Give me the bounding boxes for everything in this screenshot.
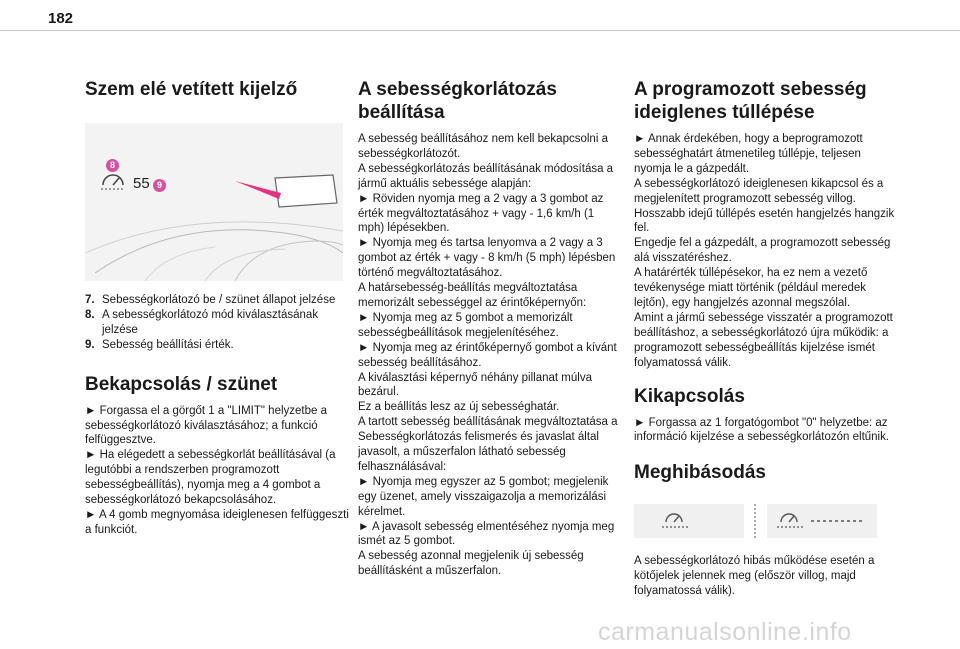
- paragraph-fault: A sebességkorlátozó hibás működése esetén a kötőjelek jelennek meg (először villog, majd folyamatossá válik).: [634, 555, 875, 598]
- speedometer-icon: [101, 175, 125, 189]
- fault-icons: [634, 504, 896, 538]
- section-title-hud: Szem elé vetített kijelző: [85, 79, 298, 100]
- text-line: A sebesség azonnal megjelenik új sebesség beállításként a műszerfalon.: [358, 550, 584, 578]
- speedometer-dashed-value-icon: [767, 504, 877, 538]
- text-line: Hosszabb idejű túllépés esetén hangjelzés hangzik fel.: [634, 207, 895, 235]
- section-title-speed-setting: A sebességkorlátozás beállítása: [358, 79, 557, 123]
- section-title-override: A programozott sebesség ideiglenes túllépése: [634, 79, 867, 123]
- page-number: 182: [48, 10, 74, 27]
- text-line: ► Nyomja meg az 5 gombot a memorizált sebességbeállítások megjelenítéséhez.: [358, 311, 573, 339]
- legend-item-8: 8. A sebességkorlátozó mód kiválasztásának jelzése: [85, 308, 319, 336]
- text-line: A határsebesség-beállítás megváltoztatása memorizált sebességgel az érintőképernyőn:: [358, 282, 587, 309]
- text-line: Engedje fel a gázpedált, a programozott sebesség alá visszatéréshez.: [634, 237, 891, 265]
- top-divider: [0, 30, 960, 31]
- column-hud: [85, 78, 350, 538]
- fault-icon-box-1: [634, 504, 744, 538]
- fault-icon-box-2: [767, 504, 877, 538]
- text-line: Amint a jármű sebessége visszatér a programozott beállításhoz, a sebességkorlátozó újra működik: a programozott sebességbeállítás kijelzése ismét folyamatossá válik.: [634, 311, 893, 369]
- hud-speed-value: 55: [133, 175, 150, 192]
- hud-illustration: [85, 123, 343, 281]
- column-override: [634, 78, 896, 599]
- hud-drawing: [85, 123, 343, 281]
- paragraph-select: ► Forgassa el a görgőt 1 a "LIMIT" helyzetbe a sebességkorlátozó kiválasztásához; a funkció felfüggesztve.: [85, 404, 327, 447]
- legend-item-9: 9. Sebesség beállítási érték.: [85, 338, 234, 351]
- text-line: ► Annak érdekében, hogy a beprogramozott sebességhatárt átmenetileg túllépje, teljesen nyomja le a gázpedált.: [634, 133, 863, 175]
- badge-8: 8: [106, 159, 119, 172]
- fault-divider: [754, 504, 757, 538]
- text-line: A kiválasztási képernyő néhány pillanat múlva bezárul.: [358, 371, 592, 399]
- legend-item-7: 7. Sebességkorlátozó be / szünet állapot jelzése: [85, 294, 336, 306]
- paragraph-activate: ► Ha elégedett a sebességkorlát beállításával (a legutóbbi a rendszerben programozott sebességbeállítás), nyomja meg a 4 gombot a sebességkorlátozó bekapcsolásához.: [85, 449, 336, 507]
- badge-9: 9: [153, 179, 166, 192]
- text-line: ► Röviden nyomja meg a 2 vagy a 3 gombot az érték megváltoztatásához + vagy - 1,6 km/h (1 mph) lépésekben.: [358, 192, 604, 235]
- section-title-off: Kikapcsolás: [634, 385, 745, 407]
- text-line: A sebességkorlátozó ideiglenesen kikapcsol és a megjelenített programozott sebesség villog.: [634, 177, 884, 205]
- column-speed-setting: [358, 78, 623, 579]
- paragraph-suspend: ► A 4 gomb megnyomása ideiglenesen felfüggeszti a funkciót.: [85, 508, 349, 536]
- text-line: ► Nyomja meg egyszer az 5 gombot; megjelenik egy üzenet, amely visszaigazolja a memorizálási kérelmet.: [358, 475, 609, 518]
- text-line: A sebesség beállításához nem kell bekapcsolni a sebességkorlátozót.: [358, 133, 608, 160]
- text-line: A tartott sebesség beállításának megváltoztatása a Sebességkorlátozás felismerés és javaslat által javasolt, a műszerfalon látható sebesség felhasználásával:: [358, 416, 618, 473]
- text-line: A határérték túllépésekor, ha ez nem a vezető tevékenysége miatt történik (például meredek lejtőn), egy hangjelzés azonnal megszólal.: [634, 267, 868, 309]
- text-line: ► A javasolt sebesség elmentéséhez nyomja meg ismét az 5 gombot.: [358, 520, 615, 548]
- paragraph-off: ► Forgassa az 1 forgatógombot "0" helyzetbe: az információ kijelzése a sebességkorlátozón eltűnik.: [634, 416, 890, 444]
- text-line: Ez a beállítás lesz az új sebességhatár.: [358, 401, 560, 414]
- speedometer-dashes-icon: [634, 504, 744, 538]
- text-line: ► Nyomja meg az érintőképernyő gombot a kívánt sebesség beállításához.: [358, 341, 617, 369]
- watermark: carmanualsonline.info: [598, 618, 852, 646]
- section-title-on-pause: Bekapcsolás / szünet: [85, 373, 278, 395]
- text-line: ► Nyomja meg és tartsa lenyomva a 2 vagy a 3 gombot az érték + vagy - 8 km/h (5 mph) lépésben történő megváltoztatásához.: [358, 237, 616, 280]
- text-line: A sebességkorlátozás beállításának módosítása a jármű aktuális sebessége alapján:: [358, 162, 614, 190]
- section-title-fault: Meghibásodás: [634, 462, 766, 484]
